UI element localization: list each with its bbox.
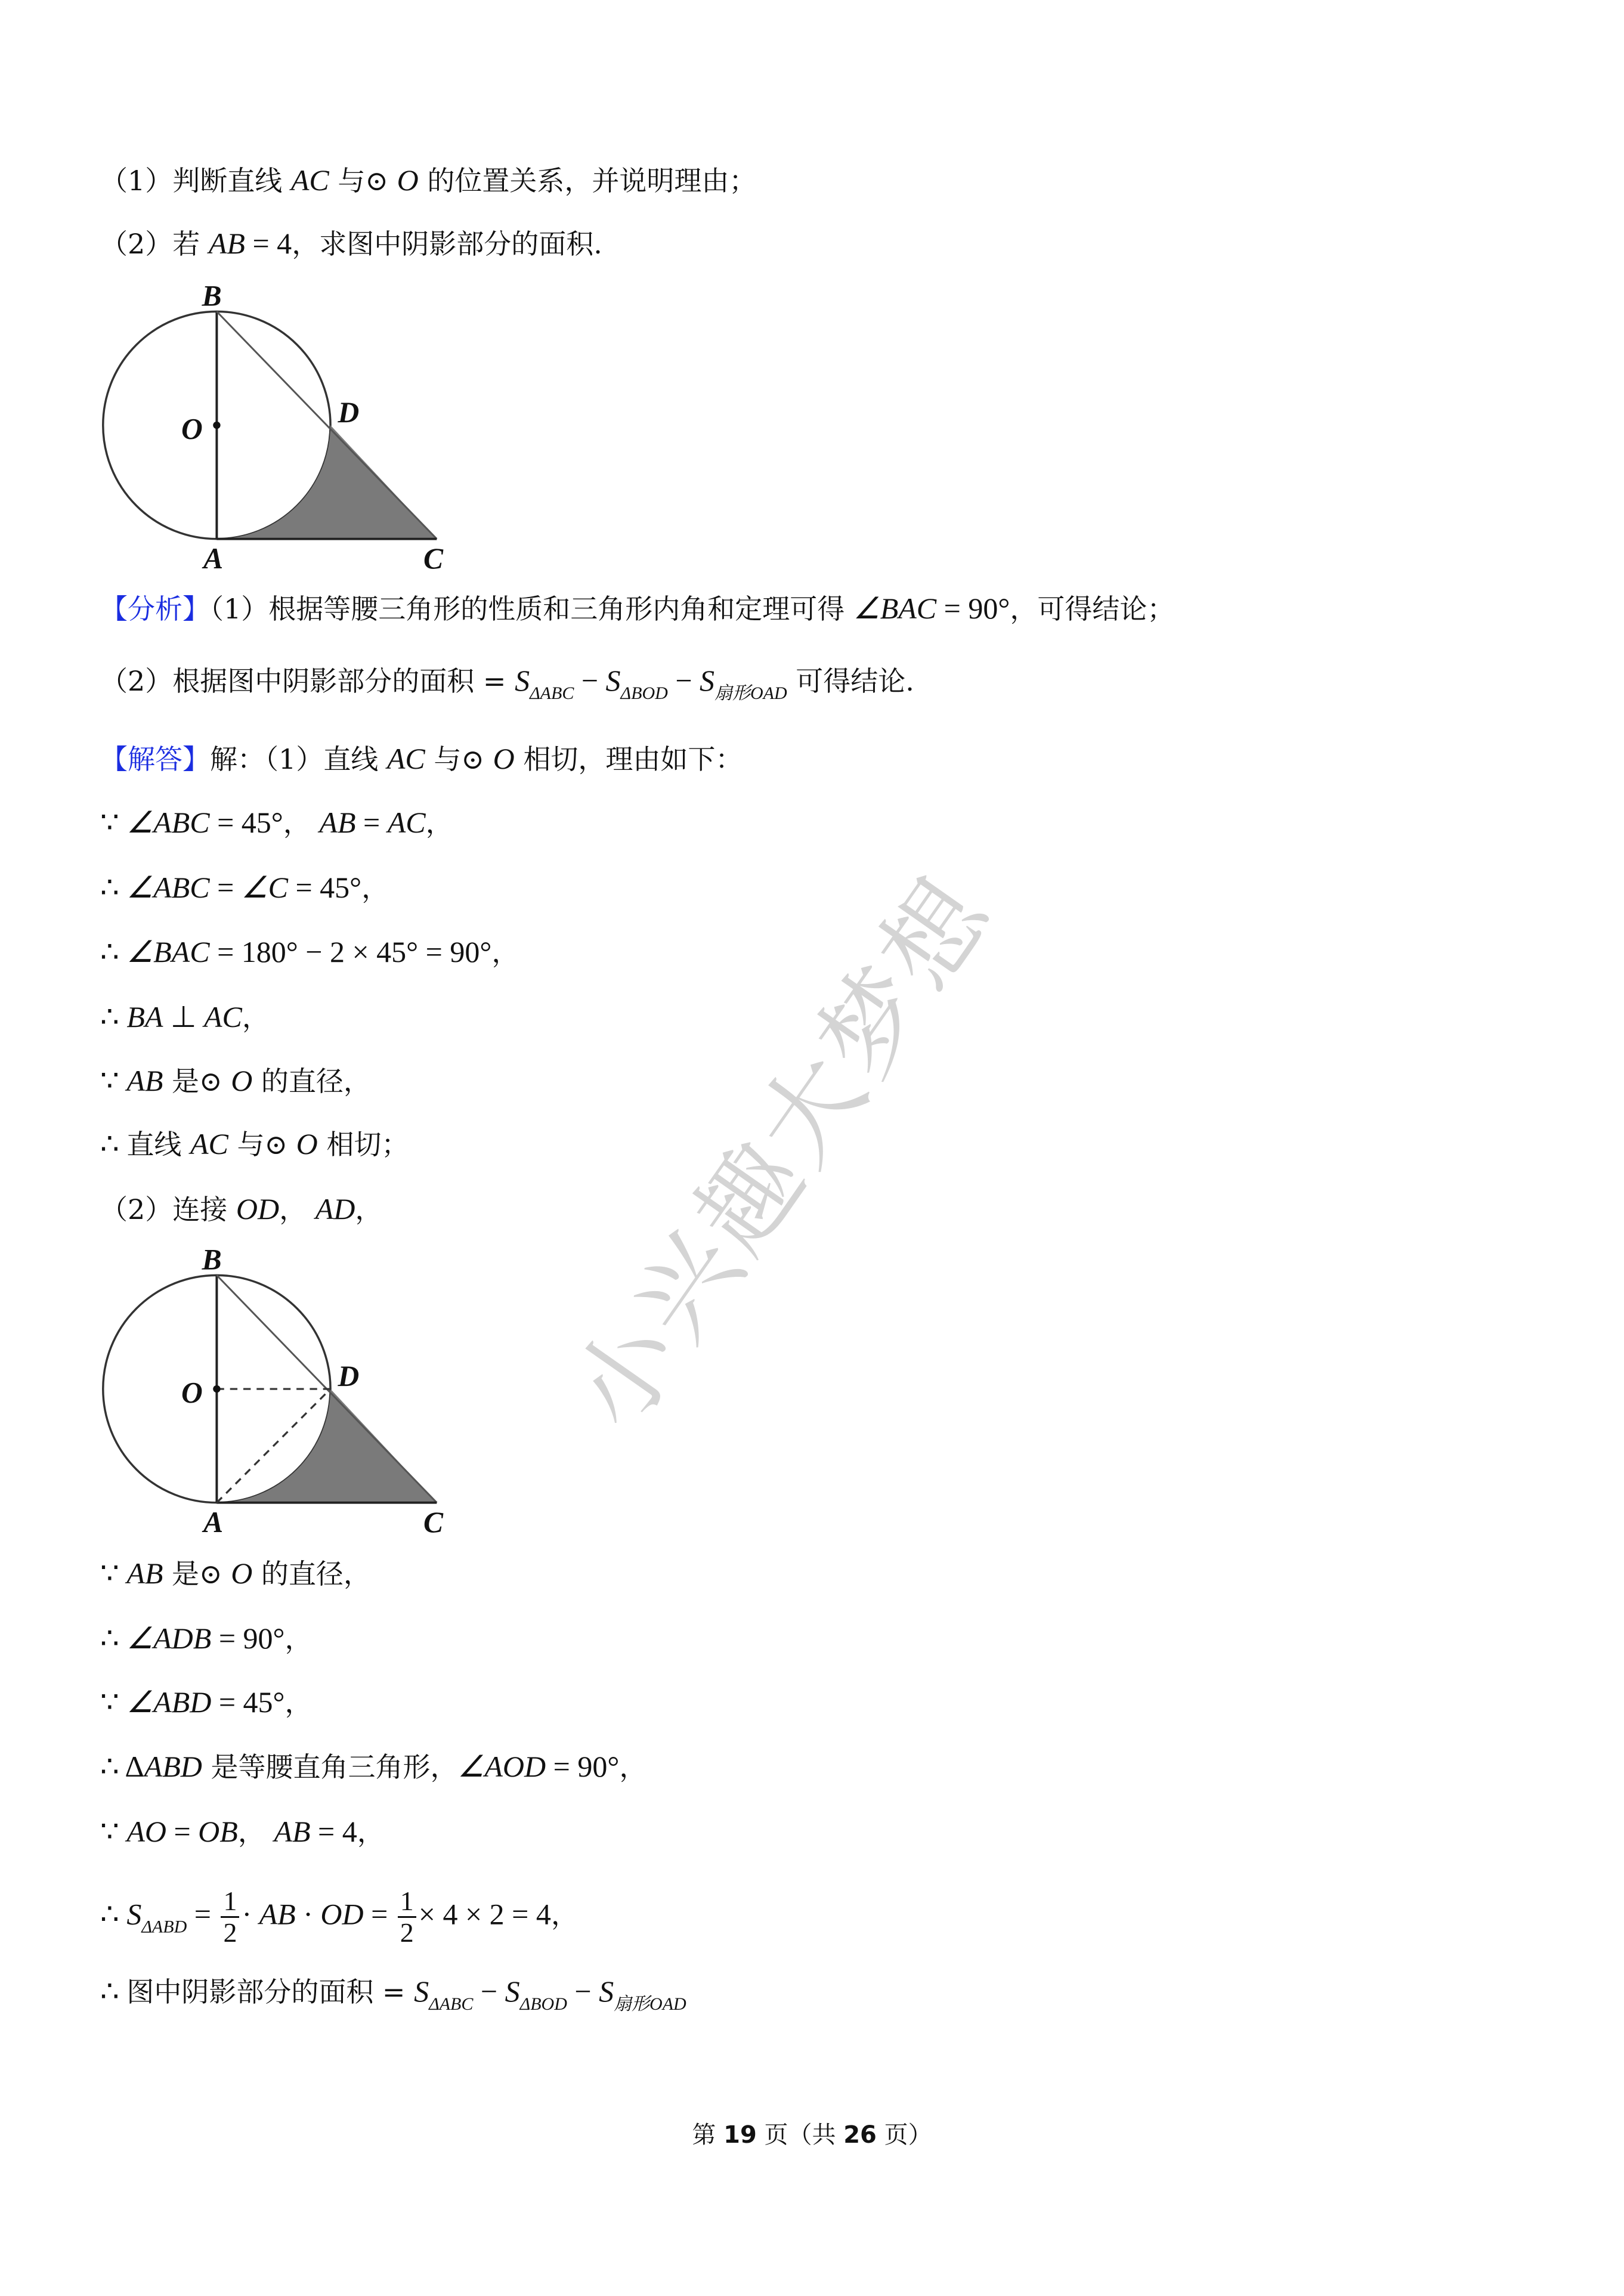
math-variable: AC <box>386 742 425 775</box>
math-symbols: = 4 <box>245 227 292 260</box>
text-run: 是⊙ <box>163 1558 231 1590</box>
text-run: ， <box>237 1816 274 1848</box>
math-variable: ∠C <box>241 871 288 904</box>
math-variable: ∠BAC <box>126 935 210 968</box>
label-a: A <box>203 542 224 575</box>
text-run: ， <box>361 872 389 904</box>
text-line <box>100 1886 579 1948</box>
text-run: ， <box>619 1751 647 1783</box>
fraction <box>221 1886 239 1948</box>
math-symbols: = <box>209 871 242 904</box>
text-run: ，可得结论； <box>1010 593 1175 625</box>
math-symbols: = <box>166 1815 199 1848</box>
text-run: ， <box>279 1193 315 1226</box>
math-symbols: ∴ <box>100 1975 127 2008</box>
watermark: 小兴趣大梦想 <box>549 854 1016 1450</box>
fraction-denominator: 2 <box>223 1917 237 1948</box>
text-line <box>100 663 914 711</box>
text-run: ，求图中阴影部分的面积. <box>292 228 602 260</box>
math-variable: S <box>700 664 715 697</box>
math-variable: AB <box>319 806 356 839</box>
math-variable: S <box>605 664 621 697</box>
math-symbols: · <box>295 1897 321 1931</box>
math-variable: AD <box>315 1192 355 1226</box>
math-symbols: = 90° <box>211 1622 285 1655</box>
math-variable: ∠ABC <box>126 871 210 904</box>
text-run: 的直径， <box>252 1065 371 1097</box>
math-symbols: = 4 <box>310 1815 357 1848</box>
math-subscript: ΔBOD <box>620 683 668 703</box>
section-tag: 【分析】 <box>100 593 210 625</box>
shaded-region <box>216 425 437 539</box>
math-variable: O <box>231 1557 253 1590</box>
math-symbols: ∵ <box>100 1815 127 1848</box>
math-variable: ∠ADB <box>126 1622 212 1655</box>
math-symbols: = 90° <box>936 592 1010 625</box>
text-line <box>100 869 389 906</box>
text-line <box>100 934 519 970</box>
math-symbols: − <box>667 664 700 697</box>
math-symbols: = <box>355 806 388 839</box>
text-line <box>100 162 756 199</box>
footer-prefix: 第 <box>692 2121 724 2149</box>
math-subscript: ΔABD <box>141 1917 187 1937</box>
text-run: 与⊙ <box>425 743 493 775</box>
text-run: 直线 <box>126 1128 190 1161</box>
fraction-denominator: 2 <box>400 1917 414 1948</box>
label-d: D <box>338 396 360 429</box>
text-run: ， <box>355 1193 383 1226</box>
text-line <box>100 590 1174 627</box>
math-symbols: − <box>574 664 606 697</box>
label-c: C <box>423 1506 444 1539</box>
math-variable: S <box>505 1975 520 2008</box>
math-variable: S <box>126 1897 142 1931</box>
math-variable: OD <box>236 1192 280 1226</box>
math-variable: AB <box>126 1557 163 1590</box>
figure-circle-auxiliary-lines <box>88 1237 457 1547</box>
label-o: O <box>181 1376 203 1409</box>
math-symbols: ∴ <box>100 935 127 968</box>
math-variable: AB <box>274 1815 311 1848</box>
text-line <box>100 1620 313 1657</box>
text-run: 是等腰直角三角形， <box>202 1751 458 1783</box>
math-variable: AC <box>203 1000 242 1033</box>
math-symbols: · <box>242 1897 259 1931</box>
math-variable: S <box>414 1975 429 2008</box>
math-variable: AO <box>126 1815 166 1848</box>
fraction-numerator: 1 <box>398 1886 416 1918</box>
math-symbols: = 45° <box>209 806 283 839</box>
text-run: 是⊙ <box>163 1065 231 1097</box>
text-run: ， <box>242 1001 270 1033</box>
text-run: 与⊙ <box>329 165 397 197</box>
text-run: ， <box>283 807 320 839</box>
text-run: 解：（1）直线 <box>210 743 387 775</box>
text-line <box>100 225 602 262</box>
text-line <box>100 1555 371 1592</box>
text-line <box>100 1191 382 1227</box>
text-line <box>100 804 453 841</box>
math-subscript: ΔBOD <box>519 1994 567 2014</box>
math-symbols: ∵ <box>100 806 127 839</box>
math-symbols: ∴ Δ <box>100 1750 144 1783</box>
text-run: 相切，理由如下： <box>514 743 743 775</box>
math-subscript: ΔABC <box>530 683 574 703</box>
math-variable: O <box>231 1064 253 1097</box>
text-line <box>100 1749 646 1785</box>
math-variable: ∠AOD <box>457 1750 546 1783</box>
label-c: C <box>423 542 444 575</box>
label-o: O <box>181 412 203 445</box>
section-tag: 【解答】 <box>100 743 210 775</box>
math-variable: ∠BAC <box>853 592 937 625</box>
math-subscript: 扇形OAD <box>614 1994 686 2014</box>
page-footer <box>0 2116 1624 2150</box>
center-point <box>213 422 220 429</box>
math-subscript: ΔABC <box>429 1994 474 2014</box>
text-run: 相切； <box>317 1128 409 1161</box>
math-variable: AB <box>208 227 245 260</box>
page-total: 26 <box>843 2121 877 2149</box>
math-symbols: ⊥ <box>163 1000 204 1033</box>
math-variable: AB <box>259 1897 296 1931</box>
text-run: 可得结论. <box>787 665 914 697</box>
math-symbols: ∵ <box>100 1064 127 1097</box>
math-variable: S <box>515 664 530 697</box>
text-line <box>100 1973 686 2022</box>
math-symbols: = 180° − 2 × 45° = 90° <box>209 935 492 968</box>
text-run: ， <box>491 936 519 968</box>
math-variable: O <box>397 163 419 197</box>
text-line <box>100 1814 385 1850</box>
math-variable: AC <box>387 806 426 839</box>
math-subscript: 扇形OAD <box>714 683 787 703</box>
text-run: ， <box>284 1687 313 1719</box>
shaded-region <box>216 1389 437 1503</box>
footer-suffix: 页） <box>876 2121 932 2149</box>
text-run: （1）根据等腰三角形的性质和三角形内角和定理可得 <box>210 593 853 625</box>
label-d: D <box>338 1360 360 1393</box>
math-variable: AB <box>126 1064 163 1097</box>
math-symbols: ∵ <box>100 1557 127 1590</box>
text-line <box>100 741 743 777</box>
fraction-numerator: 1 <box>221 1886 239 1918</box>
math-variable: OB <box>198 1815 238 1848</box>
center-point <box>213 1385 220 1393</box>
text-run: ， <box>284 1623 313 1655</box>
math-variable: OD <box>320 1897 364 1931</box>
text-line <box>100 1063 371 1099</box>
math-variable: ∠ABD <box>126 1685 212 1719</box>
math-variable: ABD <box>144 1750 202 1783</box>
math-symbols: − <box>567 1975 599 2008</box>
text-run: 图中阴影部分的面积 = <box>126 1976 414 2008</box>
text-run: ， <box>357 1816 385 1848</box>
math-symbols: = 45° <box>287 871 362 904</box>
math-symbols: ∴ <box>100 871 127 904</box>
math-symbols: = <box>363 1897 395 1931</box>
text-line <box>100 1126 409 1162</box>
math-symbols: × 4 × 2 = 4 <box>418 1897 551 1931</box>
math-symbols: ∴ <box>100 1000 127 1033</box>
text-run: （2）连接 <box>100 1193 236 1226</box>
math-variable: O <box>296 1127 318 1161</box>
math-variable: S <box>599 1975 614 2008</box>
text-line <box>100 1684 313 1721</box>
text-run: （1）判断直线 <box>100 165 291 197</box>
fraction <box>398 1886 416 1948</box>
math-variable: AC <box>190 1127 228 1161</box>
text-line <box>100 999 270 1035</box>
math-variable: AC <box>290 163 329 197</box>
math-symbols: = 90° <box>546 1750 620 1783</box>
text-run: 的位置关系，并说明理由； <box>418 165 757 197</box>
footer-middle: 页（共 <box>756 2121 844 2149</box>
math-variable: ∠ABC <box>126 806 210 839</box>
figure-circle-tangent <box>88 273 457 583</box>
math-symbols: ∵ <box>100 1685 127 1719</box>
label-b: B <box>202 1243 222 1276</box>
math-symbols: = <box>187 1897 219 1931</box>
label-a: A <box>203 1506 224 1539</box>
text-run: （2）根据图中阴影部分的面积 = <box>100 665 515 697</box>
text-run: （2）若 <box>100 228 209 260</box>
math-symbols: − <box>473 1975 505 2008</box>
math-symbols: ∴ <box>100 1897 127 1931</box>
math-variable: O <box>493 742 515 775</box>
math-symbols: = 45° <box>211 1685 285 1719</box>
label-b: B <box>202 279 222 312</box>
math-symbols: ∴ <box>100 1622 127 1655</box>
math-symbols: ∴ <box>100 1127 127 1161</box>
text-run: ， <box>550 1898 579 1931</box>
page-number: 19 <box>723 2121 757 2149</box>
math-variable: BA <box>126 1000 163 1033</box>
text-run: 与⊙ <box>228 1128 296 1161</box>
text-run: ， <box>425 807 453 839</box>
text-run: 的直径， <box>252 1558 371 1590</box>
